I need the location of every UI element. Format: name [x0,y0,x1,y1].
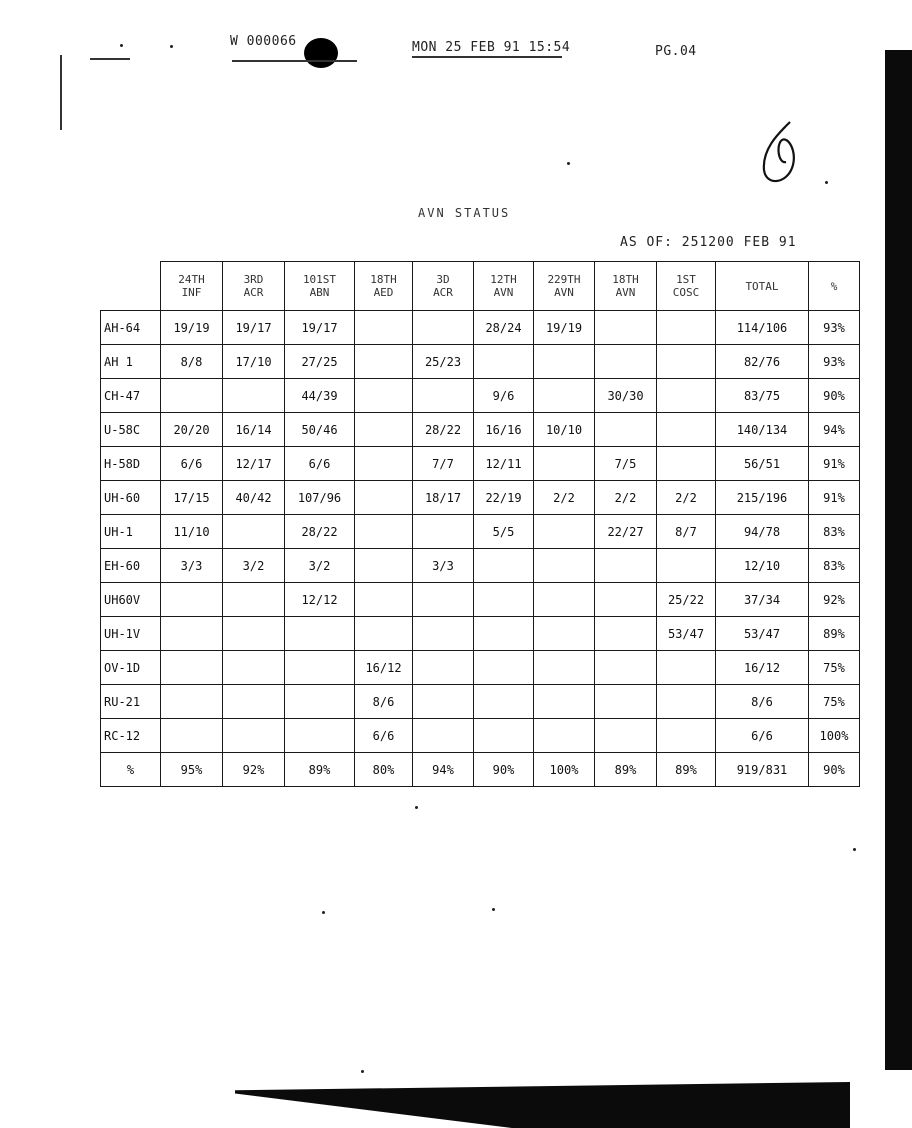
fax-sender-code: W 000066 [230,34,297,49]
table-cell: 19/17 [223,311,285,345]
table-cell: 91% [809,481,860,515]
table-cell [474,549,534,583]
table-cell: 93% [809,345,860,379]
table-cell [534,379,595,413]
table-cell [285,651,355,685]
table-cell [223,617,285,651]
doc-title: AVN STATUS [418,206,511,220]
table-cell: 80% [355,753,413,787]
column-header [534,262,595,311]
row-label: EH-60 [101,549,161,583]
table-cell [657,719,716,753]
table-cell [223,719,285,753]
table-cell [534,515,595,549]
table-cell: 30/30 [595,379,657,413]
row-label: RU-21 [101,685,161,719]
column-header-line: 3D [436,273,450,286]
table-cell [534,583,595,617]
table-cell [595,719,657,753]
table-cell [474,651,534,685]
table-cell: 94% [809,413,860,447]
scan-dash [90,58,130,60]
table-cell [595,617,657,651]
table-cell: 140/134 [716,413,809,447]
table-cell [413,515,474,549]
scan-speck [567,162,570,165]
table-cell: 25/22 [657,583,716,617]
scan-speck [492,908,495,911]
table-cell: 16/14 [223,413,285,447]
table-cell: 11/10 [161,515,223,549]
table-cell: 17/15 [161,481,223,515]
table-row [101,719,860,753]
table-cell: 50/46 [285,413,355,447]
table-cell: 3/3 [161,549,223,583]
column-header [595,262,657,311]
table-cell: 56/51 [716,447,809,481]
scan-edge-bar [885,50,912,1070]
table-cell: 91% [809,447,860,481]
as-of-date: AS OF: 251200 FEB 91 [620,235,797,250]
table-cell: 93% [809,311,860,345]
table-cell [355,549,413,583]
table-row [101,515,860,549]
column-header [413,262,474,311]
table-cell [657,379,716,413]
header-corner [101,262,161,311]
table-cell: 215/196 [716,481,809,515]
table-row [101,379,860,413]
column-header-line: 3RD [243,273,264,286]
table-cell: 8/7 [657,515,716,549]
table-cell [595,311,657,345]
scan-ink-blot [304,38,338,68]
table-cell [355,617,413,651]
table-cell [657,413,716,447]
table-cell [413,379,474,413]
table-cell: 2/2 [595,481,657,515]
column-header [355,262,413,311]
table-cell [595,413,657,447]
handwritten-mark [752,118,812,190]
table-cell: 25/23 [413,345,474,379]
table-cell: 19/19 [534,311,595,345]
table-cell [161,583,223,617]
table-row [101,583,860,617]
table-cell: 89% [657,753,716,787]
table-cell [534,685,595,719]
row-label: UH-1V [101,617,161,651]
column-header-line: AVN [554,286,574,299]
table-cell [355,413,413,447]
column-header-line: 18TH [612,273,639,286]
scan-speck [170,45,173,48]
row-label: U-58C [101,413,161,447]
column-header-line: INF [181,286,202,299]
table-cell [657,447,716,481]
table-cell [595,685,657,719]
table-cell [355,311,413,345]
table-cell [223,379,285,413]
table-cell: 40/42 [223,481,285,515]
column-header [657,262,716,311]
table-cell: 53/47 [657,617,716,651]
table-cell: 8/6 [355,685,413,719]
table-cell [534,345,595,379]
column-header-line: ABN [309,286,330,299]
table-cell: 20/20 [161,413,223,447]
table-cell: 3/2 [285,549,355,583]
table-row [101,447,860,481]
table-cell: 5/5 [474,515,534,549]
table-cell [413,719,474,753]
row-label: RC-12 [101,719,161,753]
table-cell: 9/6 [474,379,534,413]
table-cell: 3/3 [413,549,474,583]
table-cell [161,685,223,719]
table-cell [413,311,474,345]
table-cell: 8/8 [161,345,223,379]
table-cell [285,719,355,753]
table-cell [474,345,534,379]
scan-dash [232,60,357,62]
column-header-line: AVN [615,286,636,299]
table-cell: 19/17 [285,311,355,345]
table-row [101,685,860,719]
table-cell [413,617,474,651]
table-cell: 100% [534,753,595,787]
table-row [101,549,860,583]
column-header-line: % [830,279,838,293]
table-cell [223,515,285,549]
table-cell [161,719,223,753]
column-header-line: COSC [672,286,700,299]
column-header-line: 229TH [547,273,581,286]
table-cell: 18/17 [413,481,474,515]
table-cell: 75% [809,651,860,685]
table-cell: 12/11 [474,447,534,481]
column-header [809,262,860,311]
table-cell: 22/27 [595,515,657,549]
column-header-line: 24TH [178,273,205,286]
table-cell [223,685,285,719]
table-cell: 44/39 [285,379,355,413]
column-header-line: TOTAL [745,279,779,293]
table-cell [413,651,474,685]
table-cell: 7/5 [595,447,657,481]
row-label: AH 1 [101,345,161,379]
fax-datetime: MON 25 FEB 91 15:54 [412,40,571,55]
table-cell: 37/34 [716,583,809,617]
table-cell [413,583,474,617]
table-cell [595,345,657,379]
scan-speck [825,181,828,184]
table-row [101,481,860,515]
scan-speck [322,911,325,914]
row-label: CH-47 [101,379,161,413]
table-row [101,311,860,345]
table-cell [474,719,534,753]
table-cell: 28/24 [474,311,534,345]
row-label: H-58D [101,447,161,481]
table-cell: 16/12 [355,651,413,685]
table-row [101,651,860,685]
table-row [101,413,860,447]
fax-page-number: PG.04 [655,44,697,59]
table-cell [223,651,285,685]
table-cell [595,583,657,617]
table-row [101,753,860,787]
table-cell: 83/75 [716,379,809,413]
row-label: UH-1 [101,515,161,549]
table-cell [534,719,595,753]
table-cell [595,651,657,685]
table-cell: 10/10 [534,413,595,447]
scan-bottom-bar [235,1082,850,1128]
table-cell [657,549,716,583]
row-label: UH-60 [101,481,161,515]
table-cell [355,515,413,549]
table-cell: 6/6 [161,447,223,481]
table-cell: 107/96 [285,481,355,515]
table-cell: 114/106 [716,311,809,345]
table-cell [657,311,716,345]
table-cell [355,345,413,379]
table-cell: 89% [595,753,657,787]
table-cell: 82/76 [716,345,809,379]
table-cell: 90% [809,753,860,787]
table-cell [355,481,413,515]
table-cell [413,685,474,719]
column-header-line: 101ST [302,273,337,286]
table-cell [223,583,285,617]
table-cell: 16/16 [474,413,534,447]
table-cell: 12/17 [223,447,285,481]
table-cell: 3/2 [223,549,285,583]
column-header-line: 12TH [490,273,517,286]
column-header [474,262,534,311]
table-cell [657,651,716,685]
scan-speck [361,1070,364,1073]
table-header-row [101,262,860,311]
table-cell [595,549,657,583]
table-cell: 95% [161,753,223,787]
column-header-line: 18TH [370,273,397,286]
column-header [285,262,355,311]
table-cell: 92% [809,583,860,617]
table-cell: 89% [809,617,860,651]
table-cell: 22/19 [474,481,534,515]
table-cell [355,447,413,481]
table-cell: 90% [474,753,534,787]
table-cell: 6/6 [355,719,413,753]
row-label: OV-1D [101,651,161,685]
table-cell [474,583,534,617]
table-cell [285,685,355,719]
table-cell: 12/10 [716,549,809,583]
table-row [101,345,860,379]
table-cell: 7/7 [413,447,474,481]
column-header-line: AED [373,286,394,299]
row-label: AH-64 [101,311,161,345]
table-cell [534,617,595,651]
table-cell: 28/22 [285,515,355,549]
table-cell [285,617,355,651]
table-cell [161,651,223,685]
row-label: % [101,753,161,787]
aviation-status-table [100,261,860,787]
table-cell [474,617,534,651]
scan-speck [120,44,123,47]
table-cell: 12/12 [285,583,355,617]
table-cell: 6/6 [285,447,355,481]
table-cell [355,583,413,617]
table-cell: 27/25 [285,345,355,379]
table-cell: 8/6 [716,685,809,719]
column-header-line: ACR [243,286,264,299]
table-cell [161,379,223,413]
table-cell: 919/831 [716,753,809,787]
scan-dash [412,56,562,58]
table-cell: 17/10 [223,345,285,379]
scan-line [60,55,62,130]
table-cell [657,345,716,379]
table-cell: 92% [223,753,285,787]
table-cell: 94% [413,753,474,787]
table-cell: 75% [809,685,860,719]
table-row [101,617,860,651]
table-cell: 100% [809,719,860,753]
column-header-line: AVN [493,286,514,299]
table-cell [534,549,595,583]
table-cell: 94/78 [716,515,809,549]
table-cell: 2/2 [534,481,595,515]
column-header-line: 1ST [676,273,696,286]
table-cell [534,447,595,481]
table-cell: 83% [809,515,860,549]
column-header [716,262,809,311]
table-cell [657,685,716,719]
table-cell [355,379,413,413]
row-label: UH60V [101,583,161,617]
table-cell: 83% [809,549,860,583]
table-cell: 28/22 [413,413,474,447]
table-cell: 90% [809,379,860,413]
table-cell [474,685,534,719]
table-cell: 16/12 [716,651,809,685]
table-cell [161,617,223,651]
column-header [161,262,223,311]
column-header [223,262,285,311]
table-cell: 6/6 [716,719,809,753]
scan-speck [853,848,856,851]
table-cell: 89% [285,753,355,787]
scan-speck [415,806,418,809]
table-cell: 53/47 [716,617,809,651]
table-cell: 2/2 [657,481,716,515]
column-header-line: ACR [433,286,453,299]
table-cell: 19/19 [161,311,223,345]
table-cell [534,651,595,685]
